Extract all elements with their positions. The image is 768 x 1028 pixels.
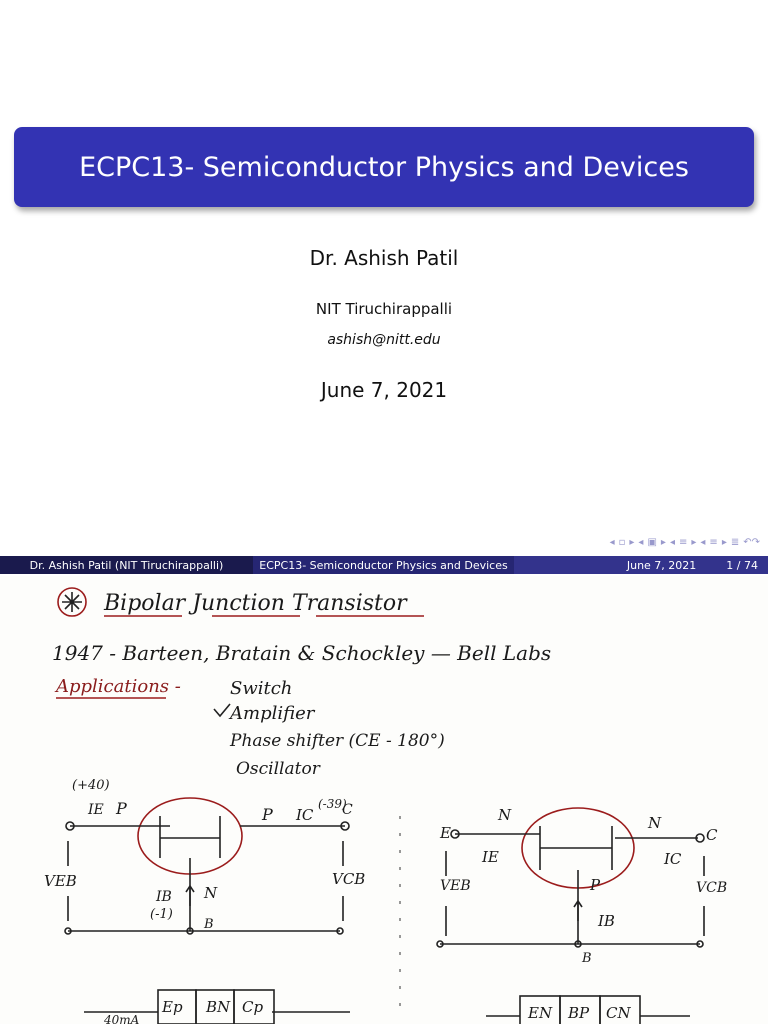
npn-ib: IB — [598, 912, 615, 930]
slide-footer — [0, 556, 768, 574]
npn-e: E — [440, 824, 451, 842]
pnp-n: N — [204, 884, 218, 902]
pnp-ib: IB — [156, 889, 172, 905]
pnp-block-diagram — [84, 990, 350, 1024]
nav-doc-next-icon[interactable]: ▸ — [721, 537, 727, 548]
block-cp: Cp — [242, 998, 264, 1016]
block-cn: CN — [606, 1004, 631, 1022]
history-line: 1947 - Barteen, Bratain & Schockley — Bell Labs — [52, 641, 552, 665]
nav-frame-icon[interactable]: ▫ — [618, 537, 626, 548]
footer-date: June 7, 2021 — [626, 558, 697, 572]
npn-p: P — [590, 876, 601, 894]
footer-author: Dr. Ashish Patil (NIT Tiruchirappalli) — [29, 558, 224, 572]
email: ashish@nitt.edu — [327, 332, 441, 348]
nav-subsection-prev-icon[interactable]: ◂ — [638, 537, 644, 548]
pnp-circuit — [44, 778, 365, 934]
institution: NIT Tiruchirappalli — [315, 300, 453, 318]
block-bp: BP — [568, 1004, 590, 1022]
notes-svg — [0, 576, 768, 1024]
block-en: EN — [528, 1004, 553, 1022]
nav-doc-icon[interactable]: ≡ — [709, 537, 718, 548]
author-name: Dr. Ashish Patil — [309, 246, 459, 270]
npn-ie: IE — [482, 848, 499, 866]
pnp-ic: IC — [296, 806, 314, 824]
nav-prev-icon[interactable]: ◂ — [609, 537, 615, 548]
tick-icon — [214, 704, 230, 716]
pnp-veb: VEB — [44, 872, 77, 890]
npn-n-emitter: N — [498, 806, 512, 824]
pnp-vcb: VCB — [332, 870, 366, 888]
block-current: 40mA — [104, 1013, 140, 1024]
app-phase-shifter: Phase shifter (CE - 180°) — [230, 731, 445, 751]
nav-section-prev-icon[interactable]: ◂ — [669, 537, 675, 548]
nav-section-icon[interactable]: ≡ — [678, 537, 688, 548]
npn-b: B — [582, 951, 592, 966]
block-bn: BN — [206, 998, 231, 1016]
notes-heading: Bipolar Junction Transistor — [104, 591, 407, 616]
pnp-p-emitter: P — [116, 799, 127, 818]
nav-subsection-icon[interactable]: ▣ — [647, 537, 657, 548]
nav-doc-prev-icon[interactable]: ◂ — [700, 537, 706, 548]
npn-circuit — [437, 806, 727, 966]
pnp-b: B — [204, 917, 214, 932]
nav-subsection-next-icon[interactable]: ▸ — [660, 537, 666, 548]
applications-label: Applications - — [56, 676, 181, 697]
pnp-ie-value: (+40) — [72, 778, 110, 793]
block-ep: Ep — [162, 998, 183, 1016]
nav-next-icon[interactable]: ▸ — [629, 537, 635, 548]
npn-veb: VEB — [440, 878, 471, 894]
footer-title: ECPC13- Semiconductor Physics and Devices — [259, 558, 508, 572]
pnp-ie: IE — [88, 802, 104, 818]
app-oscillator: Oscillator — [236, 759, 320, 779]
nav-align-icon[interactable]: ≣ — [730, 537, 740, 548]
nav-section-next-icon[interactable]: ▸ — [691, 537, 697, 548]
pnp-c-label: C — [342, 802, 353, 818]
nav-search-icon[interactable]: ↶↷ — [743, 537, 760, 548]
npn-block-diagram — [486, 996, 690, 1024]
footer-page: 1 / 74 — [726, 558, 758, 572]
pnp-ic-value: (-39) — [318, 797, 347, 811]
title-box — [14, 127, 754, 207]
slide-title: ECPC13- Semiconductor Physics and Devices — [79, 151, 689, 183]
npn-vcb: VCB — [696, 880, 728, 896]
pnp-p-collector: P — [262, 805, 273, 824]
npn-c: C — [706, 826, 718, 844]
handwritten-notes — [0, 576, 768, 1024]
app-amplifier: Amplifier — [230, 703, 315, 724]
npn-n-collector: N — [648, 814, 662, 832]
npn-ic: IC — [664, 850, 682, 868]
star-marker-icon — [58, 588, 86, 616]
app-switch: Switch — [230, 678, 293, 699]
pnp-ib-value: (-1) — [150, 907, 173, 922]
beamer-navigation — [540, 537, 760, 551]
presentation-date: June 7, 2021 — [320, 378, 448, 402]
